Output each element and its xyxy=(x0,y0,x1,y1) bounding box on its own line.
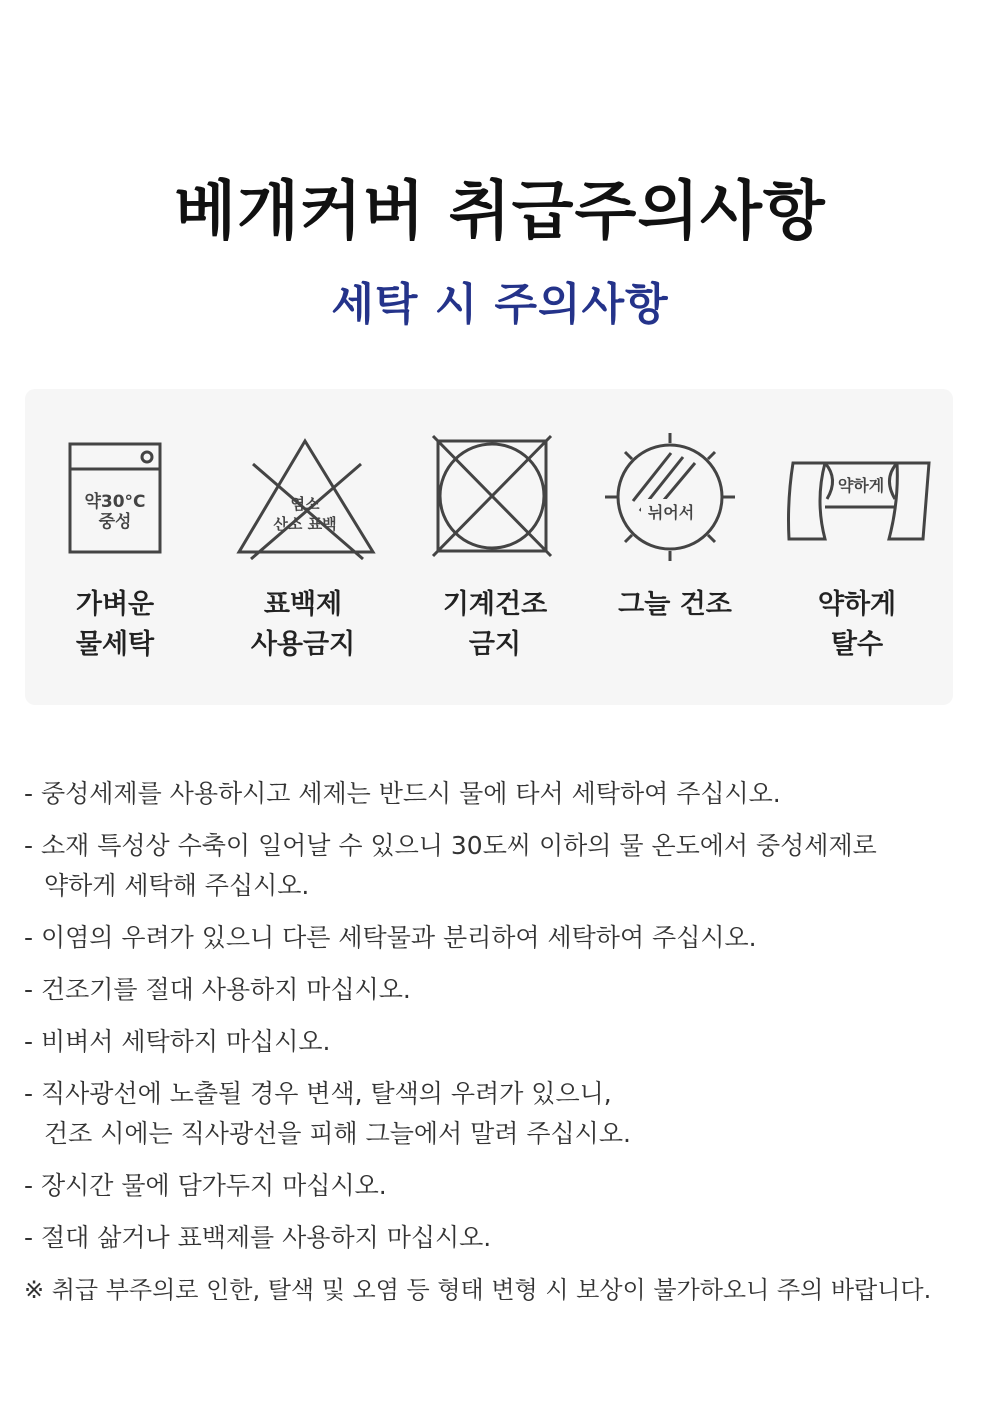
svg-text:중성: 중성 xyxy=(98,512,132,532)
care-item-no-bleach xyxy=(213,389,393,705)
care-label-shade-dry: 그늘 건조 xyxy=(618,589,732,620)
svg-text:뉘어서: 뉘어서 xyxy=(647,503,695,522)
care-label-no-tumble-dry: 기계건조 금지 xyxy=(442,589,548,660)
care-label-gentle-wring: 약하게 탈수 xyxy=(817,589,897,660)
note-line: - 장시간 물에 담가두지 마십시오. xyxy=(24,1171,387,1200)
shade-dry-icon xyxy=(585,429,765,559)
note-line: - 비벼서 세탁하지 마십시오. xyxy=(24,1027,331,1056)
note-line: - 건조기를 절대 사용하지 마십시오. xyxy=(24,975,411,1004)
note-item xyxy=(24,970,984,1010)
note-line: - 절대 삶거나 표백제를 사용하지 마십시오. xyxy=(24,1223,492,1252)
care-symbols-panel xyxy=(25,389,953,705)
svg-text:약30°C: 약30°C xyxy=(84,492,146,512)
note-item xyxy=(24,1166,984,1206)
gentle-wring-icon xyxy=(767,429,947,559)
care-label-gentle-wash: 가벼운 물세탁 xyxy=(75,589,155,660)
disclaimer-note xyxy=(24,1270,984,1310)
care-item-no-tumble-dry xyxy=(405,389,585,705)
page-title: 베개커버 취급주의사항 xyxy=(174,175,826,249)
note-line: - 직사광선에 노출될 경우 변색, 탈색의 우려가 있으니, xyxy=(24,1079,612,1108)
note-line: 약하게 세탁해 주십시오. xyxy=(44,871,310,900)
care-item-gentle-wash xyxy=(25,389,205,705)
note-item xyxy=(24,918,984,958)
svg-text:염소: 염소 xyxy=(290,495,320,513)
note-item xyxy=(24,1022,984,1062)
note-line: - 이염의 우려가 있으니 다른 세탁물과 분리하여 세탁하여 주십시오. xyxy=(24,923,757,952)
note-line: - 소재 특성상 수축이 일어날 수 있으니 30도씨 이하의 물 온도에서 중성세제로 xyxy=(24,831,877,860)
page-subtitle: 세탁 시 주의사항 xyxy=(331,279,669,330)
note-item xyxy=(24,1218,984,1258)
care-notes-list xyxy=(24,774,984,1322)
note-line: 건조 시에는 직사광선을 피해 그늘에서 말려 주십시오. xyxy=(44,1119,631,1148)
note-line: - 중성세제를 사용하시고 세제는 반드시 물에 타서 세탁하여 주십시오. xyxy=(24,779,781,808)
svg-text:산소 표백: 산소 표백 xyxy=(273,515,337,533)
svg-text:약하게: 약하게 xyxy=(837,476,885,495)
care-label-no-bleach: 표백제 사용금지 xyxy=(250,589,356,660)
note-item xyxy=(24,774,984,814)
care-item-shade-dry xyxy=(585,389,765,705)
care-item-gentle-wring xyxy=(767,389,947,705)
washtub-icon xyxy=(25,429,205,559)
note-item xyxy=(24,1074,984,1154)
no-tumble-dry-icon xyxy=(405,429,585,559)
note-item xyxy=(24,826,984,906)
no-bleach-icon xyxy=(213,429,393,559)
note-line: ※ 취급 부주의로 인한, 탈색 및 오염 등 형태 변형 시 보상이 불가하오니 주의 바랍니다. xyxy=(24,1276,932,1304)
